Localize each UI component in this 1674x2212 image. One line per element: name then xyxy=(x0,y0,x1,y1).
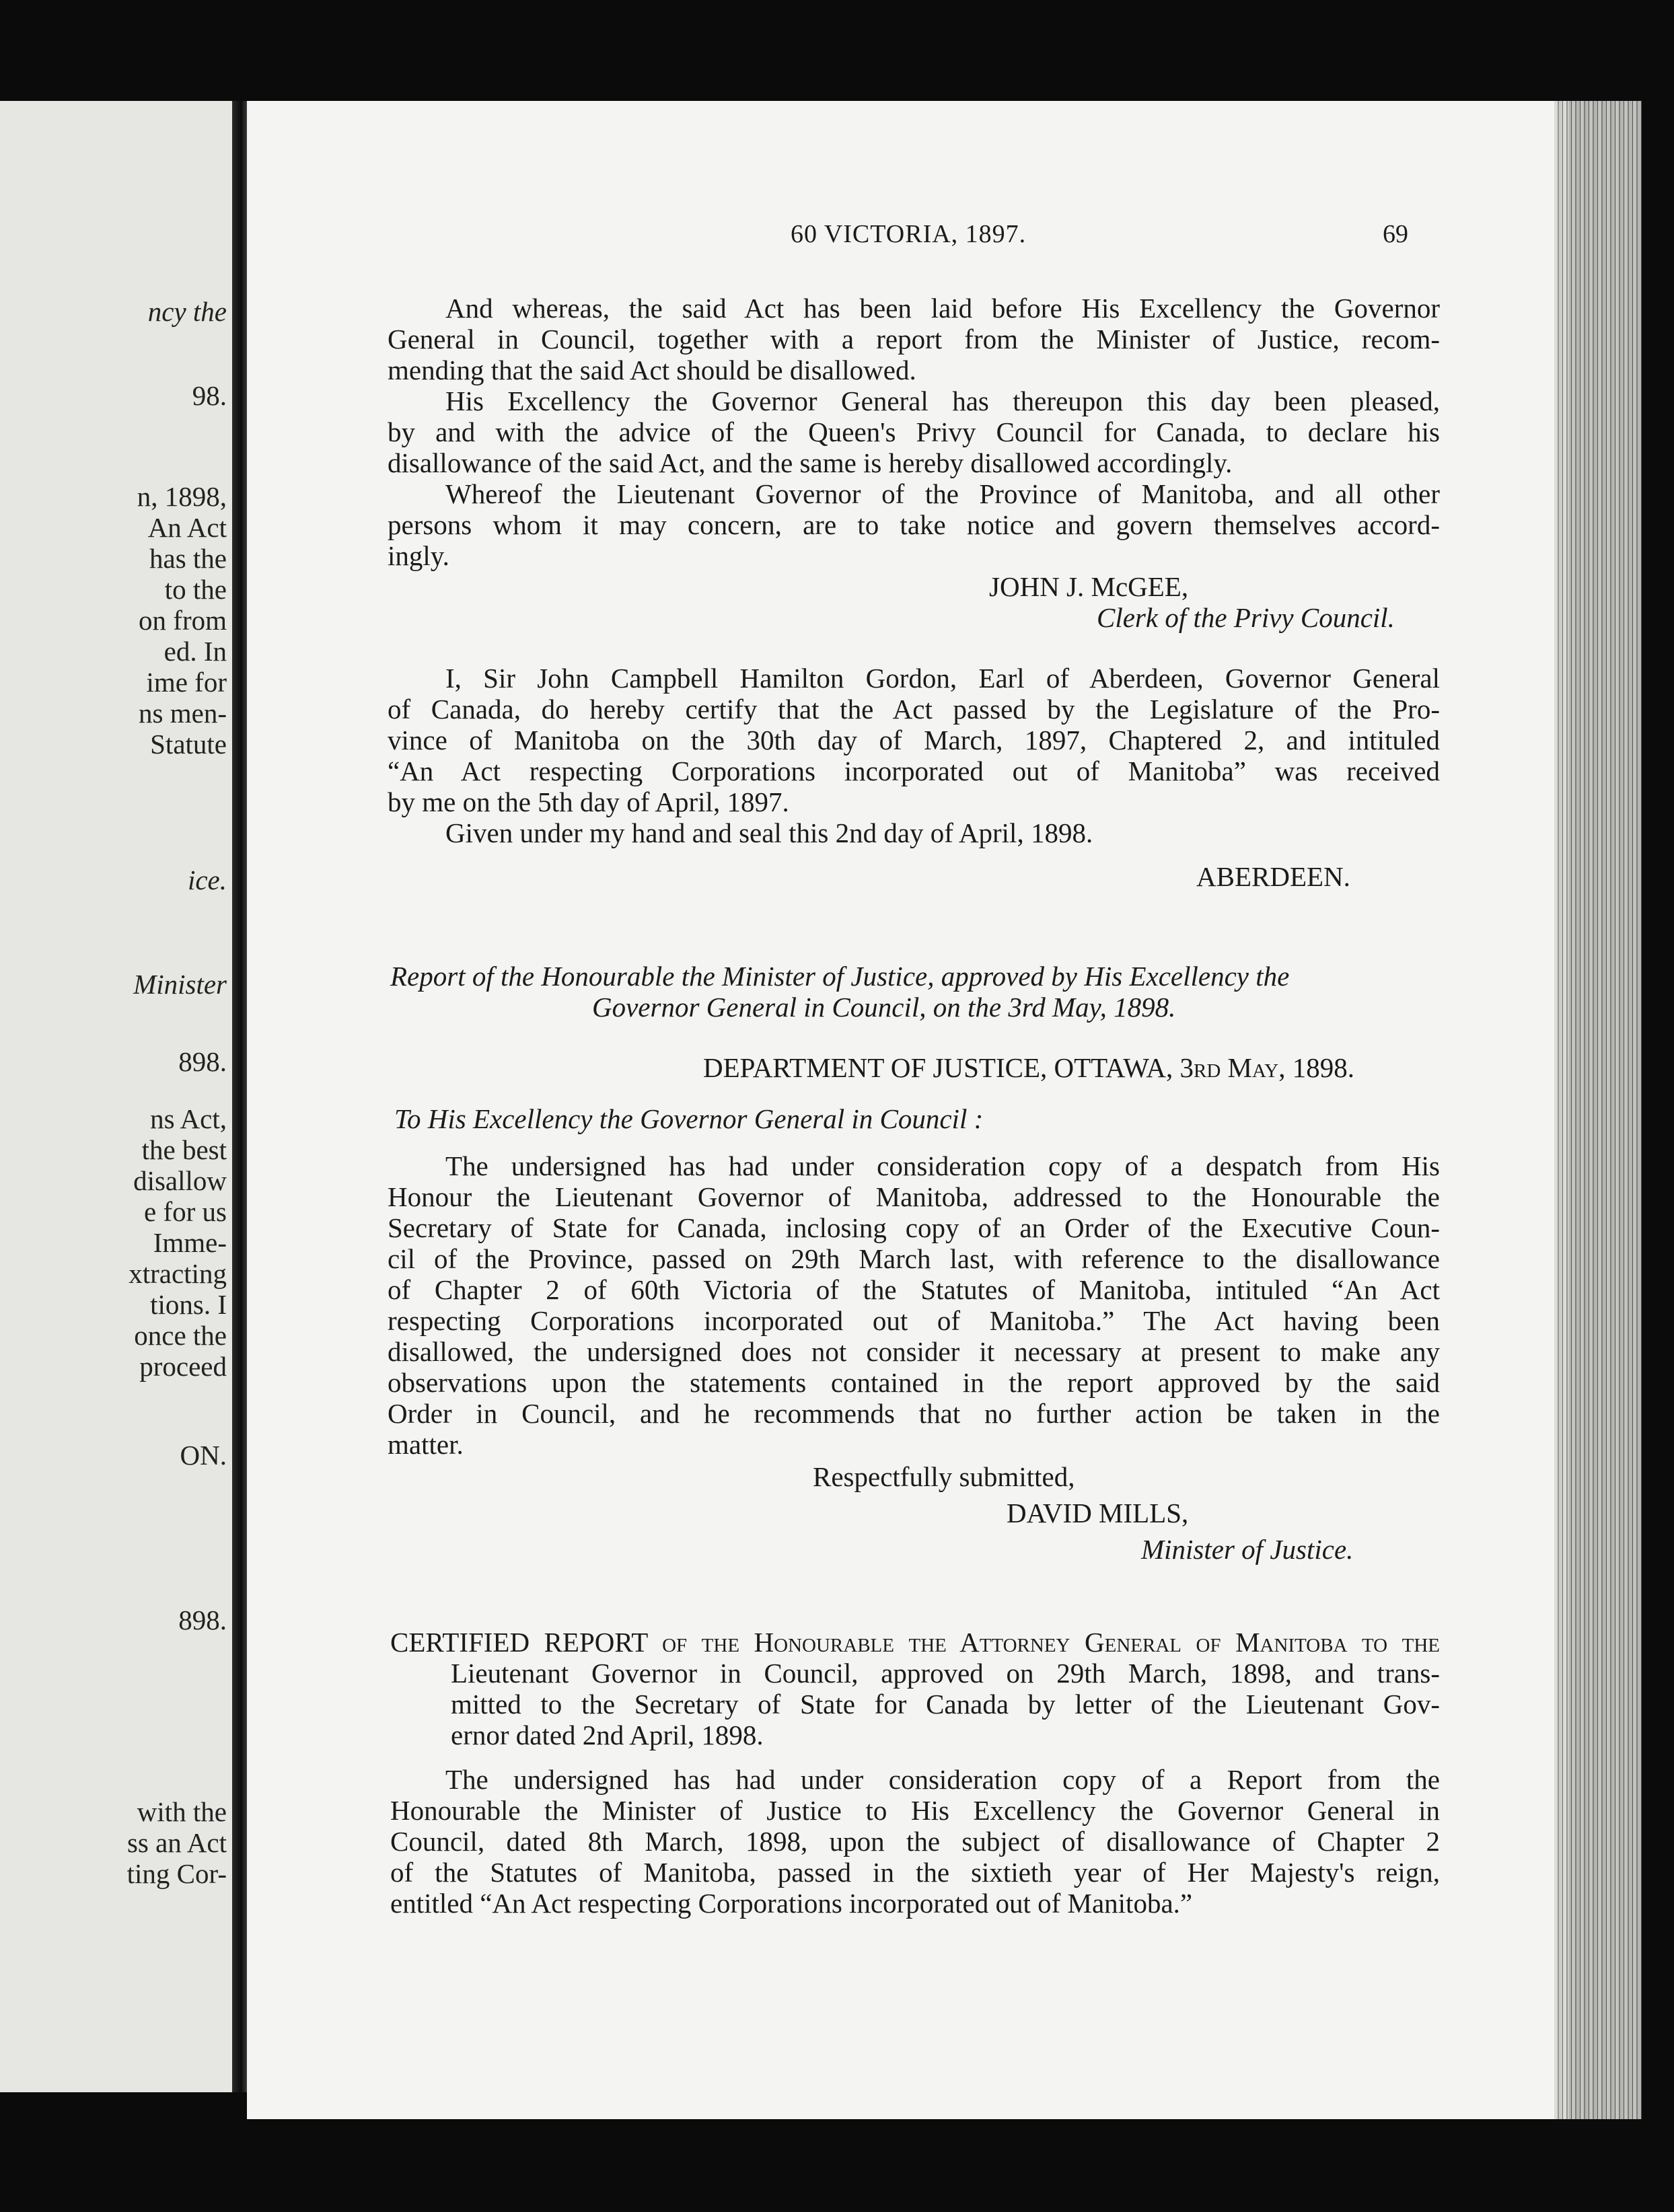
body-line: The undersigned has had under consideration copy of a Report from the xyxy=(445,1764,1440,1795)
left-page-fragment: ns men- xyxy=(139,698,227,729)
body-line: disallowed, the undersigned does not consider it necessary at present to make any xyxy=(388,1336,1440,1367)
signature-title: Clerk of the Privy Council. xyxy=(1097,602,1395,633)
left-page-fragment: Minister xyxy=(133,969,227,1000)
body-line: ernor dated 2nd April, 1898. xyxy=(451,1720,764,1750)
body-line: Whereof the Lieutenant Governor of the Province of Manitoba, and all other xyxy=(445,478,1440,509)
left-page-fragment: ting Cor- xyxy=(126,1858,227,1889)
dateline: DEPARTMENT OF JUSTICE, OTTAWA, 3rd May, 1898. xyxy=(703,1052,1354,1083)
left-page-fragment: once the xyxy=(134,1320,227,1351)
report-heading: Governor General in Council, on the 3rd May, 1898. xyxy=(592,992,1176,1023)
left-page-fragment: ncy the xyxy=(147,296,227,327)
body-line: of the Statutes of Manitoba, passed in the sixtieth year of Her Majesty's reign, xyxy=(390,1857,1440,1888)
body-line: Order in Council, and he recommends that no further action be taken in the xyxy=(388,1398,1440,1429)
left-page-fragment: n, 1898, xyxy=(137,481,227,512)
left-page-fragment: has the xyxy=(149,543,227,574)
left-page-fragment: ns Act, xyxy=(150,1103,227,1134)
body-line: by me on the 5th day of April, 1897. xyxy=(388,786,789,817)
body-line: mitted to the Secretary of State for Canada by letter of the Lieutenant Gov- xyxy=(451,1689,1440,1720)
body-line: persons whom it may concern, are to take notice and govern themselves accord- xyxy=(388,509,1440,540)
left-page-fragment: Imme- xyxy=(153,1227,227,1258)
left-page-fragment: with the xyxy=(137,1796,227,1827)
body-line: CERTIFIED REPORT of the Honourable the Attorney General of Manitoba to the xyxy=(390,1627,1440,1658)
signature-name: ABERDEEN. xyxy=(1196,861,1350,892)
body-line: respecting Corporations incorporated out of Manitoba.” The Act having been xyxy=(388,1305,1440,1336)
left-page-fragment: the best xyxy=(141,1134,227,1165)
left-page-fragment: 98. xyxy=(192,380,227,411)
signature-title: Minister of Justice. xyxy=(1141,1534,1354,1565)
body-line: Secretary of State for Canada, inclosing copy of an Order of the Executive Coun- xyxy=(388,1212,1440,1243)
body-line: Honourable the Minister of Justice to His Excellency the Governor General in xyxy=(390,1795,1440,1826)
body-line: Lieutenant Governor in Council, approved on 29th March, 1898, and trans- xyxy=(451,1658,1440,1689)
body-line: observations upon the statements contained in the report approved by the said xyxy=(388,1367,1440,1398)
left-page-fragment: 898. xyxy=(178,1046,227,1077)
left-page-fragment: ON. xyxy=(180,1440,227,1471)
page-number: 69 xyxy=(1383,220,1408,248)
left-page-fragment: ed. In xyxy=(163,636,227,667)
body-line: And whereas, the said Act has been laid before His Excellency the Governor xyxy=(445,293,1440,324)
body-line: Given under my hand and seal this 2nd day of April, 1898. xyxy=(445,817,1093,848)
body-line: vince of Manitoba on the 30th day of March, 1897, Chaptered 2, and intituled xyxy=(388,725,1440,755)
body-line: His Excellency the Governor General has thereupon this day been pleased, xyxy=(445,385,1440,416)
book-gutter xyxy=(232,101,247,2092)
closing: Respectfully submitted, xyxy=(813,1461,1075,1492)
left-page-fragment: ime for xyxy=(146,667,227,698)
left-page-fragment: Statute xyxy=(150,729,227,760)
body-line: disallowance of the said Act, and the same is hereby disallowed accordingly. xyxy=(388,447,1233,478)
body-line: by and with the advice of the Queen's Privy Council for Canada, to declare his xyxy=(388,416,1440,447)
left-page-fragment: An Act xyxy=(147,512,227,543)
salutation: To His Excellency the Governor General in Council : xyxy=(394,1103,984,1134)
body-line: entitled “An Act respecting Corporations incorporated out of Manitoba.” xyxy=(390,1888,1193,1919)
signature-name: JOHN J. McGEE, xyxy=(989,571,1189,602)
body-line: mending that the said Act should be disallowed. xyxy=(388,355,916,385)
left-page-fragment: disallow xyxy=(133,1165,227,1196)
body-line: Council, dated 8th March, 1898, upon the subject of disallowance of Chapter 2 xyxy=(390,1826,1440,1857)
body-line: I, Sir John Campbell Hamilton Gordon, Earl of Aberdeen, Governor General xyxy=(445,663,1440,694)
left-page-fragment: 898. xyxy=(178,1605,227,1635)
left-page-fragment: xtracting xyxy=(129,1258,227,1289)
page-edges xyxy=(1554,101,1642,2119)
running-head: 60 VICTORIA, 1897. xyxy=(791,220,1027,248)
body-line: “An Act respecting Corporations incorporated out of Manitoba” was received xyxy=(388,755,1440,786)
left-page-fragment: on from xyxy=(139,605,227,636)
left-page-fragment: ice. xyxy=(187,864,227,895)
left-page-fragment: ss an Act xyxy=(126,1827,227,1858)
body-line: The undersigned has had under consideration copy of a despatch from His xyxy=(445,1150,1440,1181)
left-page-fragment: e for us xyxy=(144,1196,227,1227)
body-line: of Canada, do hereby certify that the Act passed by the Legislature of the Pro- xyxy=(388,694,1440,725)
signature-name: DAVID MILLS, xyxy=(1007,1498,1189,1528)
left-page-fragment: tions. I xyxy=(150,1289,227,1320)
body-line: cil of the Province, passed on 29th March last, with reference to the disallowance xyxy=(388,1243,1440,1274)
body-line: of Chapter 2 of 60th Victoria of the Statutes of Manitoba, intituled “An Act xyxy=(388,1274,1440,1305)
left-page-fragment: proceed xyxy=(139,1351,227,1382)
body-line: ingly. xyxy=(388,540,449,571)
body-line: matter. xyxy=(388,1429,464,1460)
body-line: General in Council, together with a report from the Minister of Justice, recom- xyxy=(388,324,1440,355)
left-page-fragment: to the xyxy=(164,574,227,605)
left-facing-page xyxy=(0,101,232,2092)
body-line: Honour the Lieutenant Governor of Manitoba, addressed to the Honourable the xyxy=(388,1181,1440,1212)
report-heading: Report of the Honourable the Minister of Justice, approved by His Excellency the xyxy=(390,961,1290,992)
